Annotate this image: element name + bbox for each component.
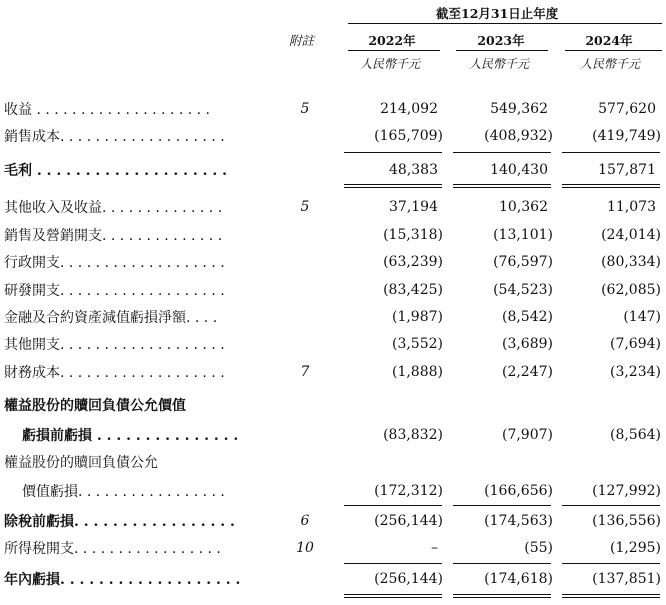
subtotal-line-2023 — [453, 152, 551, 153]
value-2022: (1,987) — [391, 309, 443, 325]
value-2024: (3,234) — [609, 364, 661, 380]
total-line-2024-b — [562, 597, 660, 598]
value-2024: (136,556) — [592, 513, 661, 529]
row-label: 收益 . . . . . . . . . . . . . . . . . . . . — [4, 102, 211, 118]
total-line-2023-b — [453, 187, 551, 188]
value-2022: (172,312) — [374, 483, 443, 499]
value-2023: (54,523) — [493, 282, 553, 298]
value-2024: 577,620 — [598, 101, 656, 117]
row-label: 其他開支. . . . . . . . . . . . . . . . . . . — [4, 337, 225, 353]
total-line-2023-b — [453, 597, 551, 598]
row-label: 行政開支. . . . . . . . . . . . . . . . . . . — [4, 255, 225, 271]
value-2022: (83,832) — [383, 427, 443, 443]
value-2023: (174,618) — [484, 571, 553, 587]
value-2022: (63,239) — [383, 254, 443, 270]
value-2023: (174,563) — [484, 513, 553, 529]
subtotal-line-2022 — [344, 505, 442, 506]
value-2024: 157,871 — [598, 162, 656, 178]
row-label: 價值虧損. . . . . . . . . . . . . . . . . — [22, 484, 225, 500]
row-label: 除稅前虧損. . . . . . . . . . . . . . . . . — [4, 514, 235, 530]
value-2023: (7,907) — [501, 427, 553, 443]
row-label: 權益股份的贖回負債公允 — [4, 455, 158, 471]
total-line-2023 — [453, 594, 551, 595]
value-2024: (1,295) — [609, 540, 661, 556]
value-2022: (1,888) — [391, 364, 443, 380]
value-2022: 37,194 — [389, 199, 438, 215]
row-note: 5 — [300, 101, 310, 117]
total-line-2024 — [562, 184, 660, 185]
year-underline-2023 — [456, 50, 548, 51]
row-note: 10 — [296, 540, 314, 556]
row-label: 銷售及營銷開支. . . . . . . . . . . . . . — [4, 228, 223, 244]
value-2022: (165,709) — [374, 128, 443, 144]
value-2022: (83,425) — [383, 282, 443, 298]
value-2024: (7,694) — [609, 336, 661, 352]
total-line-2022 — [344, 594, 442, 595]
value-2024: (8,564) — [609, 427, 661, 443]
total-line-2024 — [562, 594, 660, 595]
value-2023: 549,362 — [490, 101, 548, 117]
row-label: 銷售成本. . . . . . . . . . . . . . . . . . . — [4, 129, 225, 145]
value-2022: (15,318) — [383, 227, 443, 243]
value-2023: 140,430 — [490, 162, 548, 178]
row-label: 毛利 . . . . . . . . . . . . . . . . . . . . — [4, 163, 227, 179]
subtotal-line-2024 — [562, 152, 660, 153]
subtotal-line-2024 — [562, 505, 660, 506]
subtotal-line-2023 — [453, 563, 551, 564]
row-label: 金融及合約資產減值虧損淨額. . . . — [4, 310, 218, 326]
unit-label-2023: 人民幣千元 — [468, 57, 529, 71]
total-line-2022-b — [344, 597, 442, 598]
row-label: 權益股份的贖回負債公允價值 — [4, 398, 186, 414]
note-column-header: 附註 — [289, 33, 315, 48]
row-label: 財務成本. . . . . . . . . . . . . . . . . . . — [4, 365, 225, 381]
subtotal-line-2022 — [344, 563, 442, 564]
subtotal-line-2023 — [453, 505, 551, 506]
total-line-2022 — [344, 184, 442, 185]
unit-label-2024: 人民幣千元 — [579, 57, 640, 71]
row-label: 虧損前虧損 . . . . . . . . . . . . . . . — [22, 428, 239, 444]
value-2022: (3,552) — [391, 336, 443, 352]
value-2024: (80,334) — [601, 254, 661, 270]
subtotal-line-2024 — [562, 563, 660, 564]
row-label: 所得稅開支. . . . . . . . . . . . . . . . . — [4, 541, 221, 557]
unit-label-2022: 人民幣千元 — [359, 57, 420, 71]
value-2022: (256,144) — [374, 571, 443, 587]
value-2023: (55) — [524, 540, 553, 556]
year-header-2022: 2022年 — [368, 33, 416, 48]
row-note: 7 — [300, 364, 310, 380]
value-2024: (24,014) — [601, 227, 661, 243]
value-2024: (127,992) — [592, 483, 661, 499]
value-2023: (2,247) — [501, 364, 553, 380]
row-label: 研發開支. . . . . . . . . . . . . . . . . . . — [4, 283, 225, 299]
period-underline — [348, 23, 662, 24]
row-label: 年內虧損. . . . . . . . . . . . . . . . . . . — [4, 572, 241, 588]
value-2023: (8,542) — [501, 309, 553, 325]
value-2022: (256,144) — [374, 513, 443, 529]
value-2024: (62,085) — [601, 282, 661, 298]
total-line-2023 — [453, 184, 551, 185]
row-note: 5 — [300, 199, 310, 215]
value-2023: 10,362 — [499, 199, 548, 215]
value-2023: (166,656) — [484, 483, 553, 499]
value-2022: 48,383 — [389, 162, 438, 178]
value-2022: – — [431, 540, 438, 556]
value-2024: 11,073 — [607, 199, 656, 215]
value-2023: (76,597) — [493, 254, 553, 270]
year-header-2023: 2023年 — [477, 33, 525, 48]
value-2023: (408,932) — [484, 128, 553, 144]
total-line-2022-b — [344, 187, 442, 188]
value-2023: (3,689) — [501, 336, 553, 352]
row-note: 6 — [300, 513, 310, 529]
value-2022: 214,092 — [380, 101, 438, 117]
year-underline-2022 — [348, 50, 440, 51]
value-2024: (147) — [623, 309, 661, 325]
period-header: 截至12月31日止年度 — [436, 6, 559, 21]
row-label: 其他收入及收益. . . . . . . . . . . . . . — [4, 200, 223, 216]
year-header-2024: 2024年 — [585, 33, 633, 48]
value-2023: (13,101) — [493, 227, 553, 243]
value-2024: (137,851) — [592, 571, 661, 587]
year-underline-2024 — [565, 50, 662, 51]
subtotal-line-2022 — [344, 152, 442, 153]
value-2024: (419,749) — [592, 128, 661, 144]
total-line-2024-b — [562, 187, 660, 188]
